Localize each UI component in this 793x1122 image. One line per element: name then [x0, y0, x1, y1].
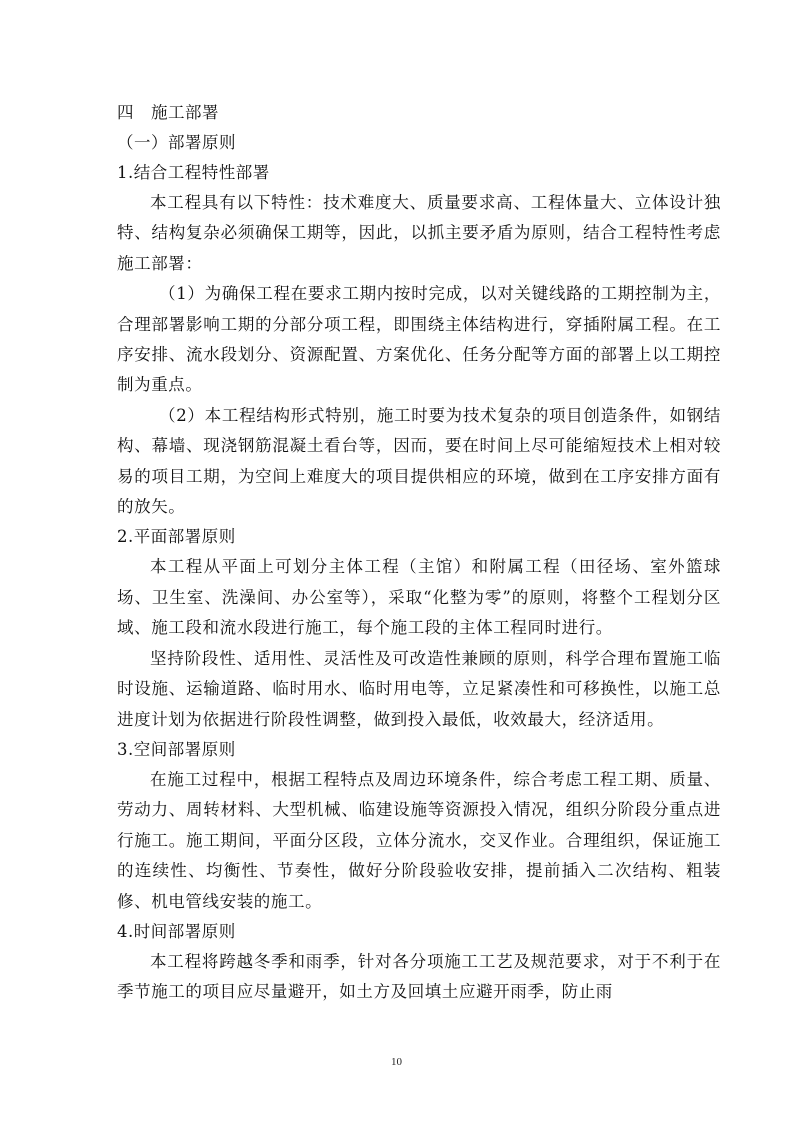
item-heading-1: 1.结合工程特性部署 — [117, 163, 270, 182]
section-title: 四 施工部署 — [117, 103, 219, 122]
paragraph: 在施工过程中，根据工程特点及周边环境条件，综合考虑工程工期、质量、劳动力、周转材料、大型机械、临建设施等资源投入情况，组织分阶段分重点进行施工。施工期间，平面分区段，立体分流水，交叉作业。合理组织，保证施工的连续性、均衡性、节奏性，做好分阶段验收安排，提前插入二次结构、粗装修、机电管线安装的施工。 — [117, 769, 721, 911]
paragraph: 坚持阶段性、适用性、灵活性及可改造性兼顾的原则，科学合理布置施工临时设施、运输道路、临时用水、临时用电等，立足紧凑性和可移换性，以施工总进度计划为依据进行阶段性调整，做到投入最低，收效最大，经济适用。 — [117, 648, 721, 729]
item-heading-3: 3.空间部署原则 — [117, 739, 236, 759]
paragraph: 本工程具有以下特性：技术难度大、质量要求高、工程体量大、立体设计独特、结构复杂必须确保工期等，因此，以抓主要矛盾为原则，结合工程特性考虑施工部署： — [117, 193, 721, 273]
subsection-title: （一）部署原则 — [117, 133, 236, 152]
paragraph: 本工程将跨越冬季和雨季，针对各分项施工工艺及规范要求，对于不利于在季节施工的项目应尽量避开，如土方及回填土应避开雨季，防止雨 — [117, 951, 721, 1002]
paragraph: （1）为确保工程在要求工期内按时完成，以对关键线路的工期控制为主，合理部署影响工期的分部分项工程，即围绕主体结构进行，穿插附属工程。在工序安排、流水段划分、资源配置、方案优化、任务分配等方面的部署上以工期控制为重点。 — [117, 284, 721, 395]
paragraph: 本工程从平面上可划分主体工程（主馆）和附属工程（田径场、室外篮球场、卫生室、洗澡间、办公室等），采取“化整为零”的原则，将整个工程划分区域、施工段和流水段进行施工，每个施工段的主体工程同时进行。 — [117, 557, 721, 638]
paragraph: （2）本工程结构形式特别，施工时要为技术复杂的项目创造条件，如钢结构、幕墙、现浇钢筋混凝土看台等，因而，要在时间上尽可能缩短技术上相对较易的项目工期，为空间上难度大的项目提供相应的环境，做到在工序安排方面有的放矢。 — [117, 405, 721, 517]
document-body — [117, 98, 721, 1008]
item-heading-4: 4.时间部署原则 — [117, 921, 236, 941]
item-heading-2: 2.平面部署原则 — [117, 527, 236, 547]
page-number: 10 — [391, 1056, 402, 1068]
